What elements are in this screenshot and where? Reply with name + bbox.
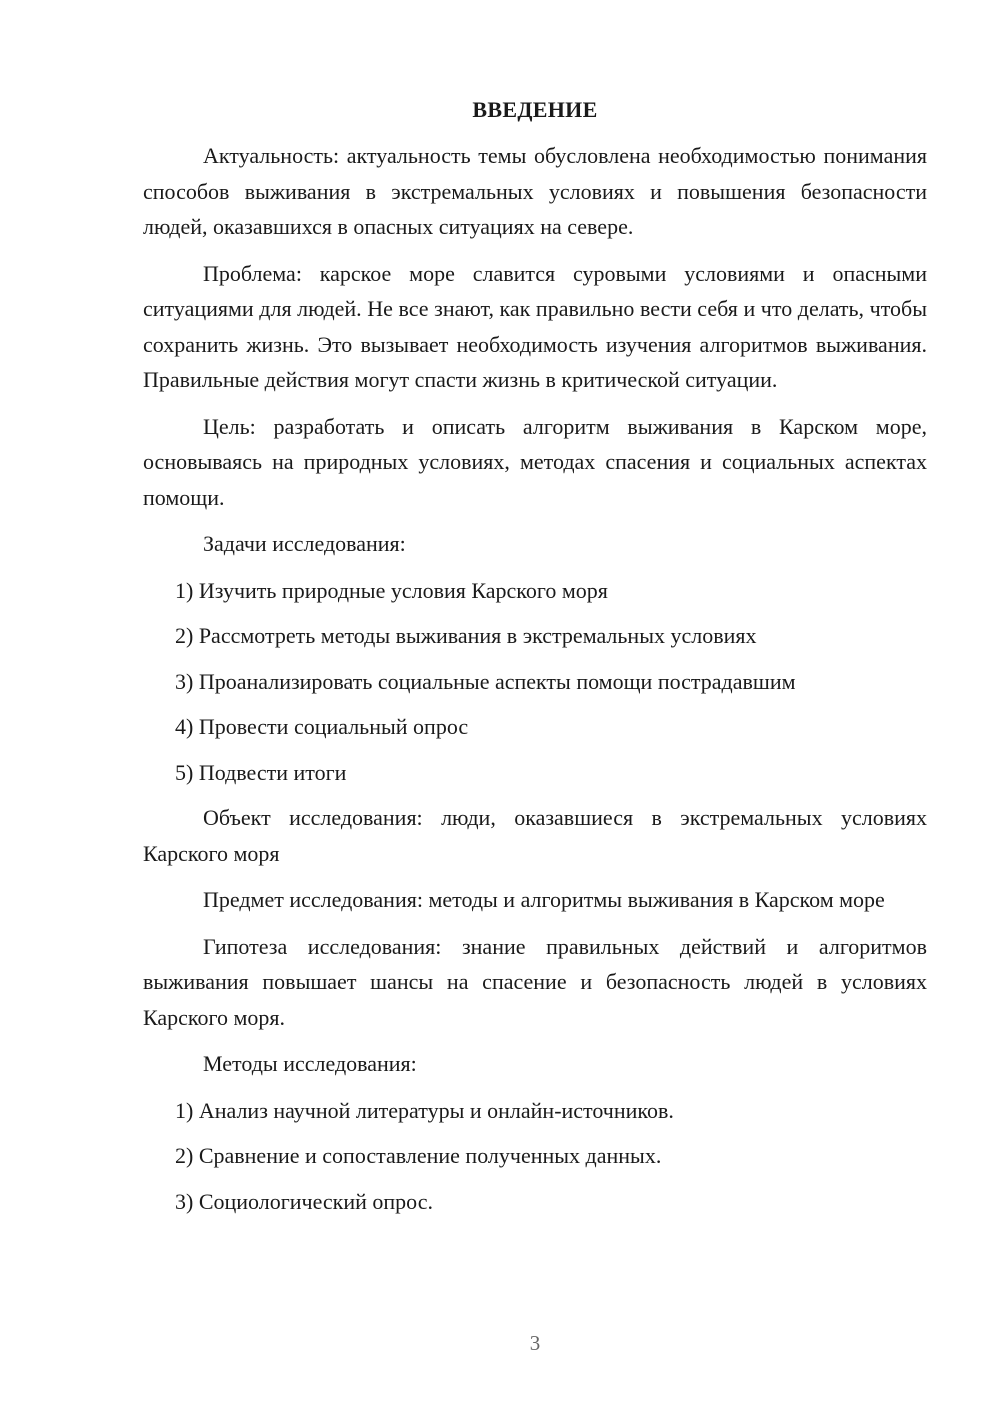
problem-paragraph: Проблема: карское море славится суровыми условиями и опасными ситуациями для людей. Не все знают, как правильно вести себя и что делать, чтобы сохранить жизнь. Это вызывает необходимость изучения алгоритмов выживания. Правильные действия могут спасти жизнь в критической ситуации. xyxy=(143,260,927,392)
subject-paragraph: Предмет исследования: методы и алгоритмы выживания в Карском море xyxy=(203,887,885,912)
tasks-list xyxy=(143,573,927,791)
list-item: 1) Анализ научной литературы и онлайн-источников. xyxy=(175,1097,674,1123)
goal-paragraph: Цель: разработать и описать алгоритм выживания в Карском море, основываясь на природных условиях, методах спасения и социальных аспектах помощи. xyxy=(143,413,927,510)
section-title: ВВЕДЕНИЕ xyxy=(472,97,598,122)
relevance-paragraph: Актуальность: актуальность темы обусловлена необходимостью понимания способов выживания в экстремальных условиях и повышения безопасности людей, оказавшихся в опасных ситуациях на севере. xyxy=(143,143,927,239)
page-content xyxy=(143,92,927,1229)
tasks-label: Задачи исследования: xyxy=(203,531,406,556)
list-item: 5) Подвести итоги xyxy=(175,759,347,785)
methods-list xyxy=(143,1093,927,1220)
list-item: 3) Социологический опрос. xyxy=(175,1188,433,1214)
methods-label: Методы исследования: xyxy=(203,1051,417,1076)
list-item: 4) Провести социальный опрос xyxy=(175,714,469,739)
list-item: 1) Изучить природные условия Карского моря xyxy=(175,577,608,603)
page-number: 3 xyxy=(529,1331,541,1355)
object-paragraph: Объект исследования: люди, оказавшиеся в экстремальных условиях Карского моря xyxy=(143,805,927,866)
hypothesis-paragraph: Гипотеза исследования: знание правильных действий и алгоритмов выживания повышает шансы на спасение и безопасность людей в условиях Карского моря. xyxy=(143,933,927,1030)
list-item: 2) Рассмотреть методы выживания в экстремальных условиях xyxy=(175,623,757,648)
list-item: 3) Проанализировать социальные аспекты помощи пострадавшим xyxy=(175,668,796,694)
list-item: 2) Сравнение и сопоставление полученных данных. xyxy=(175,1143,662,1168)
